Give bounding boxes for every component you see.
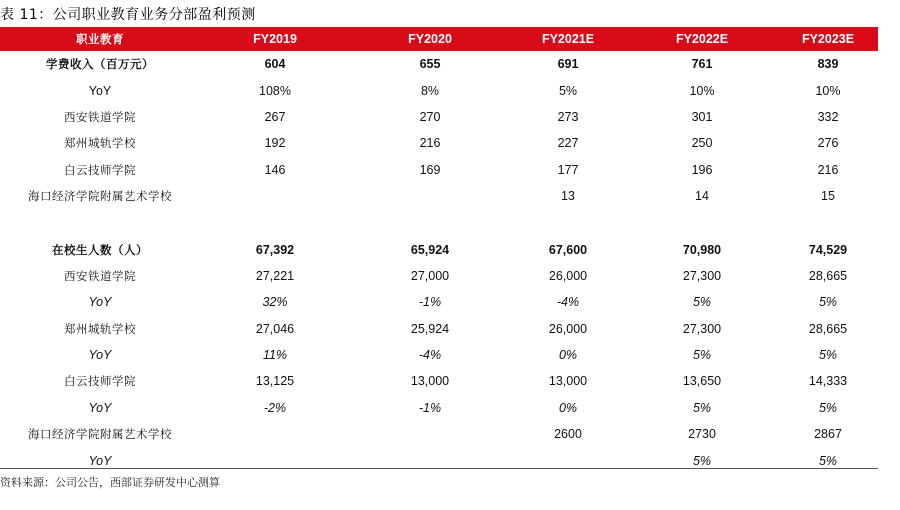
row-label: 西安铁道学院 bbox=[64, 268, 136, 283]
tuition-section bbox=[0, 51, 878, 209]
value-cell: 67,392 bbox=[255, 242, 295, 257]
header-cell: FY2023E bbox=[801, 32, 855, 46]
value-cell: -1% bbox=[418, 400, 442, 415]
value-cell: -1% bbox=[418, 295, 442, 310]
value-cell: 5% bbox=[818, 400, 838, 415]
table-row bbox=[0, 368, 878, 394]
value-cell: 216 bbox=[419, 136, 441, 151]
value-cell: 2867 bbox=[814, 427, 842, 442]
value-cell: 267 bbox=[264, 109, 286, 124]
value-cell: 0% bbox=[558, 348, 578, 363]
value-cell: 70,980 bbox=[682, 242, 722, 257]
row-label: 海口经济学院附属艺术学校 bbox=[28, 427, 172, 442]
value-cell: 273 bbox=[557, 109, 579, 124]
source-note: 资料来源：公司公告，西部证券研发中心测算 bbox=[0, 476, 220, 489]
table-row bbox=[0, 157, 878, 183]
header-cell: 职业教育 bbox=[76, 32, 124, 46]
value-cell: 604 bbox=[264, 57, 286, 72]
row-label: 郑州城轨学校 bbox=[64, 321, 136, 336]
value-cell: 11% bbox=[262, 348, 288, 363]
value-cell: 108% bbox=[259, 83, 291, 98]
header-cell: FY2021E bbox=[541, 32, 595, 46]
table-row bbox=[0, 183, 878, 209]
value-cell: 13,000 bbox=[410, 374, 450, 389]
value-cell: 13,125 bbox=[255, 374, 295, 389]
row-label: 西安铁道学院 bbox=[64, 109, 136, 124]
section-spacer bbox=[0, 209, 878, 236]
header-cell: FY2020 bbox=[408, 32, 452, 46]
value-cell: 5% bbox=[558, 83, 578, 98]
value-cell: 5% bbox=[692, 400, 712, 415]
row-label: 在校生人数（人） bbox=[52, 242, 148, 257]
value-cell: 192 bbox=[264, 136, 286, 151]
value-cell: 10% bbox=[815, 83, 841, 98]
row-label: 学费收入（百万元） bbox=[46, 57, 154, 72]
forecast-table bbox=[0, 27, 878, 474]
table-row bbox=[0, 104, 878, 130]
table-row bbox=[0, 263, 878, 289]
value-cell: 74,529 bbox=[808, 242, 848, 257]
row-label: YoY bbox=[88, 400, 112, 415]
header-cell: FY2022E bbox=[675, 32, 729, 46]
value-cell: 177 bbox=[557, 162, 579, 177]
value-cell: 196 bbox=[691, 162, 713, 177]
value-cell: 27,300 bbox=[682, 268, 722, 283]
enrollment-section bbox=[0, 236, 878, 474]
table-bottom-rule bbox=[0, 468, 878, 469]
value-cell: 691 bbox=[557, 57, 579, 72]
value-cell: 65,924 bbox=[410, 242, 450, 257]
value-cell: 27,000 bbox=[410, 268, 450, 283]
row-label: 白云技师学院 bbox=[64, 374, 136, 389]
value-cell: 14 bbox=[695, 189, 709, 204]
value-cell: 15 bbox=[821, 189, 835, 204]
value-cell: 169 bbox=[419, 162, 441, 177]
value-cell: -4% bbox=[418, 348, 442, 363]
value-cell: 5% bbox=[818, 453, 838, 468]
value-cell: 5% bbox=[692, 295, 712, 310]
value-cell: 28,665 bbox=[808, 268, 848, 283]
table-header-row bbox=[0, 27, 878, 51]
value-cell: 8% bbox=[420, 83, 440, 98]
value-cell: 655 bbox=[419, 57, 441, 72]
value-cell: 270 bbox=[419, 109, 441, 124]
value-cell: 2600 bbox=[554, 427, 582, 442]
value-cell: 216 bbox=[817, 162, 839, 177]
row-label: 郑州城轨学校 bbox=[64, 136, 136, 151]
value-cell: 146 bbox=[264, 162, 286, 177]
value-cell: 5% bbox=[692, 348, 712, 363]
value-cell: 13 bbox=[561, 189, 575, 204]
value-cell: 5% bbox=[692, 453, 712, 468]
table-row bbox=[0, 421, 878, 447]
table-row bbox=[0, 130, 878, 156]
value-cell: 250 bbox=[691, 136, 713, 151]
value-cell: 28,665 bbox=[808, 321, 848, 336]
value-cell: 25,924 bbox=[410, 321, 450, 336]
row-label: YoY bbox=[88, 83, 112, 98]
table-row bbox=[0, 51, 878, 77]
value-cell: 10% bbox=[689, 83, 715, 98]
value-cell: 0% bbox=[558, 400, 578, 415]
table-row bbox=[0, 316, 878, 342]
table-row bbox=[0, 342, 878, 368]
table-row bbox=[0, 447, 878, 473]
table-row bbox=[0, 77, 878, 103]
value-cell: 276 bbox=[817, 136, 839, 151]
header-cell: FY2019 bbox=[253, 32, 297, 46]
value-cell: 27,046 bbox=[255, 321, 295, 336]
value-cell: 14,333 bbox=[808, 374, 848, 389]
row-label: 海口经济学院附属艺术学校 bbox=[28, 189, 172, 204]
value-cell: 839 bbox=[817, 57, 839, 72]
value-cell: 67,600 bbox=[548, 242, 588, 257]
value-cell: 5% bbox=[818, 348, 838, 363]
table-row bbox=[0, 236, 878, 262]
value-cell: 301 bbox=[691, 109, 713, 124]
value-cell: -4% bbox=[556, 295, 580, 310]
table-title: 表 11：公司职业教育业务分部盈利预测 bbox=[0, 7, 256, 23]
value-cell: 5% bbox=[818, 295, 838, 310]
value-cell: 332 bbox=[817, 109, 839, 124]
value-cell: 2730 bbox=[688, 427, 716, 442]
value-cell: -2% bbox=[263, 400, 287, 415]
value-cell: 27,221 bbox=[255, 268, 295, 283]
table-row bbox=[0, 395, 878, 421]
value-cell: 13,000 bbox=[548, 374, 588, 389]
value-cell: 13,650 bbox=[682, 374, 722, 389]
row-label: 白云技师学院 bbox=[64, 162, 136, 177]
value-cell: 761 bbox=[691, 57, 713, 72]
table-row bbox=[0, 289, 878, 315]
row-label: YoY bbox=[88, 453, 112, 468]
row-label: YoY bbox=[88, 295, 112, 310]
value-cell: 32% bbox=[262, 295, 288, 310]
value-cell: 27,300 bbox=[682, 321, 722, 336]
value-cell: 227 bbox=[557, 136, 579, 151]
row-label: YoY bbox=[88, 348, 112, 363]
value-cell: 26,000 bbox=[548, 321, 588, 336]
value-cell: 26,000 bbox=[548, 268, 588, 283]
